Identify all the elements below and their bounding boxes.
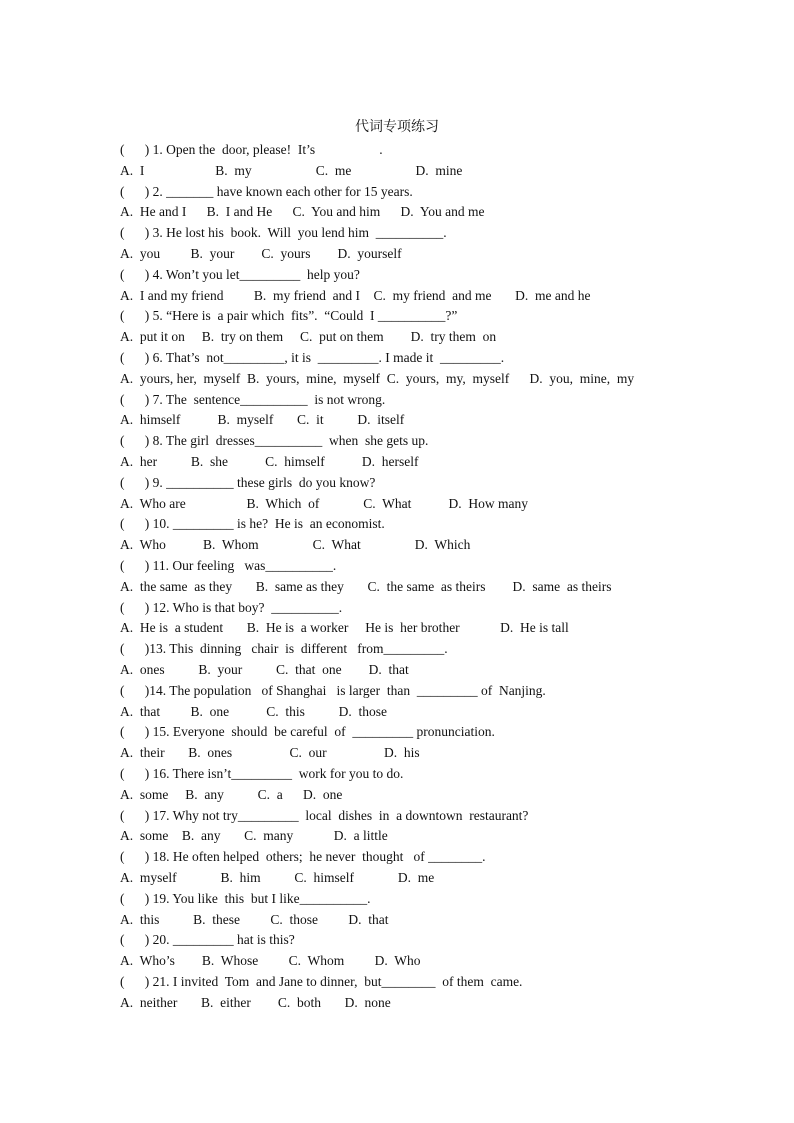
answer-options-line: A. some B. any C. many D. a little bbox=[120, 828, 388, 844]
answer-options-line: A. yours, her, myself B. yours, mine, myself C. yours, my, myself D. you, mine, my bbox=[120, 370, 635, 386]
question-line: ( ) 2. _______ have known each other for 15 years. bbox=[120, 183, 413, 199]
question-line: ( ) 6. That’s not_________, it is _________. I made it _________. bbox=[120, 350, 505, 365]
answer-options-line: A. neither B. either C. both D. none bbox=[120, 994, 391, 1010]
answer-options-line: A. Who’s B. Whose C. Whom D. Who bbox=[120, 953, 421, 969]
answer-options-line: A. Who are B. Which of C. What D. How many bbox=[120, 495, 528, 511]
question-line: ( )13. This dinning chair is different from_________. bbox=[120, 641, 448, 657]
answer-options-line: A. put it on B. try on them C. put on them D. try them on bbox=[120, 329, 497, 345]
question-line: ( ) 5. “Here is a pair which fits”. “Could I __________?” bbox=[120, 308, 458, 324]
question-line: ( ) 18. He often helped others; he never thought of ________. bbox=[120, 849, 486, 865]
answer-options-line: A. this B. these C. those D. that bbox=[120, 911, 389, 927]
question-line: ( ) 12. Who is that boy? __________. bbox=[120, 599, 343, 615]
answer-options-line: A. ones B. your C. that one D. that bbox=[120, 662, 409, 677]
question-line: ( ) 20. _________ hat is this? bbox=[120, 932, 295, 948]
question-line: ( ) 1. Open the door, please! It’s . bbox=[120, 142, 383, 157]
answer-options-line: A. some B. any C. a D. one bbox=[120, 786, 343, 802]
question-line: ( ) 15. Everyone should be careful of _________ pronunciation. bbox=[120, 724, 495, 740]
question-line: ( ) 19. You like this but I like__________. bbox=[120, 890, 371, 906]
question-line: ( ) 3. He lost his book. Will you lend him __________. bbox=[120, 225, 447, 241]
question-line: ( ) 10. _________ is he? He is an economist. bbox=[120, 516, 385, 532]
answer-options-line: A. himself B. myself C. it D. itself bbox=[120, 412, 405, 428]
question-line: ( )14. The population of Shanghai is larger than _________ of Nanjing. bbox=[120, 682, 546, 698]
answer-options-line: A. He is a student B. He is a worker He is her brother D. He is tall bbox=[120, 620, 569, 636]
question-line: ( ) 11. Our feeling was__________. bbox=[120, 558, 337, 573]
answer-options-line: A. her B. she C. himself D. herself bbox=[120, 454, 419, 469]
answer-options-line: A. myself B. him C. himself D. me bbox=[120, 870, 435, 885]
answer-options-line: A. you B. your C. yours D. yourself bbox=[120, 246, 402, 261]
answer-options-line: A. I B. my C. me D. mine bbox=[120, 162, 463, 178]
question-line: ( ) 8. The girl dresses__________ when she gets up. bbox=[120, 433, 429, 449]
answer-options-line: A. the same as they B. same as they C. the same as theirs D. same as theirs bbox=[120, 578, 612, 594]
question-line: ( ) 7. The sentence__________ is not wrong. bbox=[120, 391, 386, 407]
answer-options-line: A. that B. one C. this D. those bbox=[120, 703, 387, 719]
page-title: 代词专项练习 bbox=[355, 119, 439, 135]
answer-options-line: A. I and my friend B. my friend and I C. my friend and me D. me and he bbox=[120, 287, 591, 303]
question-line: ( ) 4. Won’t you let_________ help you? bbox=[120, 266, 360, 282]
answer-options-line: A. their B. ones C. our D. his bbox=[120, 745, 420, 761]
answer-options-line: A. Who B. Whom C. What D. Which bbox=[120, 537, 471, 553]
question-line: ( ) 17. Why not try_________ local dishes in a downtown restaurant? bbox=[120, 807, 529, 823]
question-line: ( ) 21. I invited Tom and Jane to dinner, but________ of them came. bbox=[120, 974, 523, 989]
question-line: ( ) 9. __________ these girls do you know? bbox=[120, 474, 376, 490]
answer-options-line: A. He and I B. I and He C. You and him D. You and me bbox=[120, 204, 485, 220]
question-line: ( ) 16. There isn’t_________ work for you to do. bbox=[120, 766, 404, 781]
